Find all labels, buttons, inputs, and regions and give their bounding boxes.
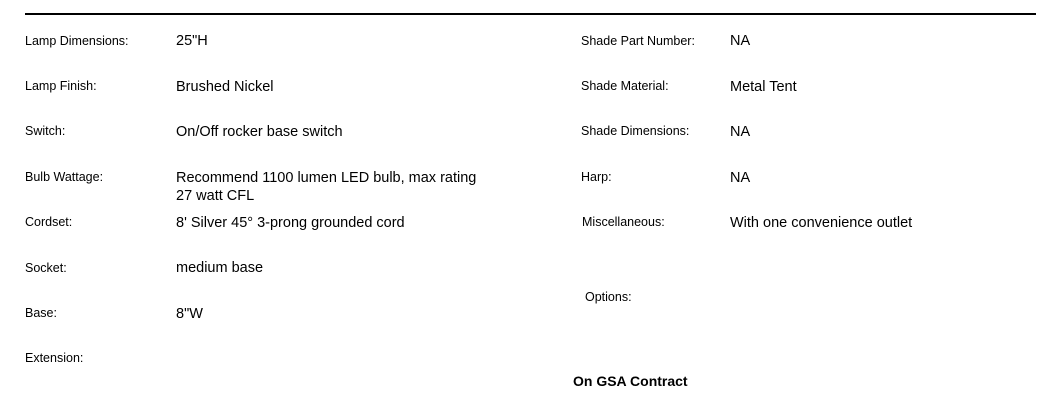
top-divider (25, 13, 1036, 15)
bulb-wattage-value-line2: 27 watt CFL (176, 188, 255, 204)
base-label: Base: (25, 306, 57, 320)
shade-dimensions-value: NA (730, 124, 751, 140)
lamp-finish-label: Lamp Finish: (25, 79, 97, 93)
lamp-dimensions-label: Lamp Dimensions: (25, 34, 129, 48)
lamp-finish-value: Brushed Nickel (176, 79, 274, 95)
cordset-value: 8' Silver 45° 3-prong grounded cord (176, 215, 405, 231)
shade-part-number-label: Shade Part Number: (581, 34, 695, 48)
shade-material-value: Metal Tent (730, 79, 797, 95)
miscellaneous-label: Miscellaneous: (582, 215, 665, 229)
switch-value: On/Off rocker base switch (176, 124, 343, 140)
socket-value: medium base (176, 260, 264, 276)
socket-label: Socket: (25, 261, 67, 275)
bulb-wattage-value-line1: Recommend 1100 lumen LED bulb, max rating (176, 170, 477, 186)
lamp-dimensions-value: 25"H (176, 33, 208, 49)
cordset-label: Cordset: (25, 215, 73, 229)
options-label: Options: (585, 290, 632, 304)
harp-value: NA (730, 170, 751, 186)
gsa-contract-note: On GSA Contract (573, 373, 688, 389)
shade-material-label: Shade Material: (581, 79, 669, 93)
extension-label: Extension: (25, 351, 84, 365)
shade-part-number-value: NA (730, 33, 751, 49)
bulb-wattage-label: Bulb Wattage: (25, 170, 104, 184)
harp-label: Harp: (581, 170, 612, 184)
shade-dimensions-label: Shade Dimensions: (581, 124, 690, 138)
switch-label: Switch: (25, 124, 66, 138)
base-value: 8"W (176, 306, 203, 322)
miscellaneous-value: With one convenience outlet (730, 215, 913, 231)
